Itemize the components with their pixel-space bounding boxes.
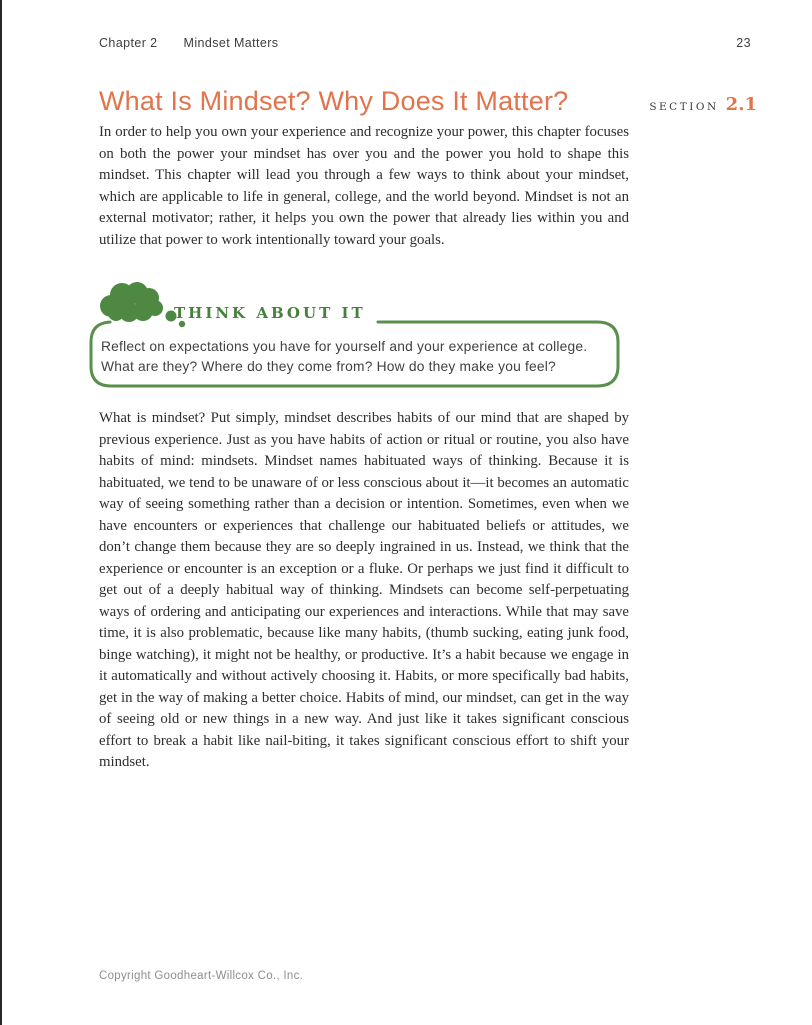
think-about-it-callout bbox=[88, 281, 622, 391]
chapter-label: Chapter 2 bbox=[99, 36, 158, 50]
chapter-title: Mindset Matters bbox=[183, 36, 279, 50]
body-paragraph: What is mindset? Put simply, mindset describes habits of our mind that are shaped by previous experience. Just as you have habits of action or ritual or routine, you also have habits of mind: mindsets. Mindset names habituated ways of thinking. Because it is habituated, we tend to be unaware of or less conscious about it—it becomes an automatic way of seeing something rather than a decision or intention. Sometimes, even when we have encounters or experiences that challenge our habituated beliefs or attitudes, we don’t change them because they are so deeply ingrained in us. Instead, we think that the experience or encounter is an exception or a fluke. Or perhaps we just find it difficult to get out of a deeply habitual way of thinking. Mindsets can become self-perpetuating ways of ordering and anticipating our experiences and interactions. While that may save time, it is also problematic, because like many habits, (thumb sucking, eating junk food, binge watching), it might not be healthy, or productive. It’s a habit because we engage in it automatically and without actively choosing it. Habits, or more specifically bad habits, get in the way of making a better choice. Habits of mind, our mindset, can get in the way of seeing old or new things in a new way. And just like it takes significant conscious effort to break a habit like nail-biting, it takes significant conscious effort to shift your mindset. bbox=[99, 410, 629, 770]
section-tag bbox=[649, 94, 757, 115]
footer-copyright: Copyright Goodheart-Willcox Co., Inc. bbox=[99, 970, 304, 982]
page-title: What Is Mindset? Why Does It Matter? bbox=[99, 86, 569, 116]
section-label: SECTION bbox=[649, 101, 719, 113]
page-number: 23 bbox=[736, 36, 751, 50]
section-title-row bbox=[99, 86, 757, 117]
section-number: 2.1 bbox=[725, 94, 757, 115]
page-edge-line bbox=[0, 0, 2, 1025]
callout-heading: THINK ABOUT IT bbox=[174, 304, 366, 322]
intro-paragraph: In order to help you own your experience and recognize your power, this chapter focuses on both the power your mindset has over you and the power you hold to shape this mindset. This chapter will lead you through a few ways to think about your mindset, which are applicable to life in general, college, and the world beyond. Mindset is not an external motivator; rather, it helps you own the power that already lies within you and utilize that power to work intentionally toward your goals. bbox=[99, 124, 629, 248]
running-header bbox=[99, 36, 751, 50]
callout-body: Reflect on expectations you have for yourself and your experience at college. What are they? Where do they come from? How do they make you feel? bbox=[101, 339, 588, 374]
